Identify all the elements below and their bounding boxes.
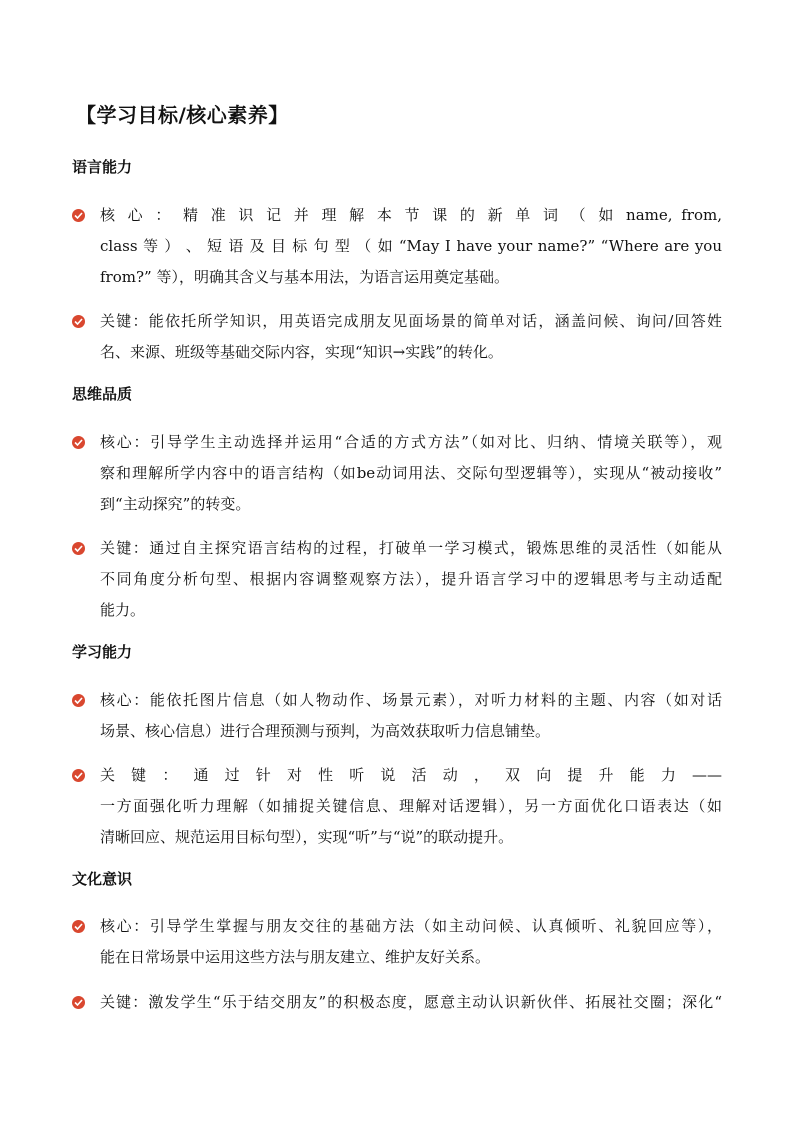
bullet-text-line: 能在日常场景中运用这些方法与朋友建立、维护友好关系。 (100, 948, 491, 966)
check-circle-icon (72, 209, 85, 222)
check-circle-icon (72, 694, 85, 707)
bullet-text-line: 到“主动探究”的转变。 (100, 495, 251, 513)
bullet-text-line: 关键：通过自主探究语言结构的过程，打破单一学习模式，锻炼思维的灵活性（如能从 (100, 539, 722, 557)
bullet-text-line: 察和理解所学内容中的语言结构（如be动词用法、交际句型逻辑等），实现从“被动接收” (100, 464, 722, 482)
bullet-text (100, 987, 722, 1018)
bullet-text-line: class 等 ） 、 短 语 及 目 标 句 型 （ 如 “May I have your name?” “Where are you (100, 237, 722, 255)
bullet-text-line: 场景、核心信息）进行合理预测与预判，为高效获取听力信息铺垫。 (100, 722, 551, 740)
bullet-text-line: 核 心 ： 精 准 识 记 并 理 解 本 节 课 的 新 单 词 （ 如 name, from, (100, 206, 722, 224)
section-heading-learning-ability: 学习能力 (72, 643, 133, 661)
bullet-text-line: 核心：引导学生主动选择并运用“合适的方式方法”（如对比、归纳、情境关联等），观 (100, 433, 722, 451)
check-circle-icon (72, 315, 85, 328)
bullet-text (100, 911, 722, 973)
document-title: 【学习目标/核心素养】 (76, 103, 289, 127)
bullet-text (100, 306, 722, 368)
bullet-text-line: 核心：能依托图片信息（如人物动作、场景元素），对听力材料的主题、内容（如对话 (100, 691, 722, 709)
bullet-text (100, 200, 722, 293)
bullet-text-line: from?” 等），明确其含义与基本用法，为语言运用奠定基础。 (100, 268, 509, 286)
bullet-text-line: 关键：能依托所学知识，用英语完成朋友见面场景的简单对话，涵盖问候、询问/回答姓 (100, 312, 722, 330)
check-circle-icon (72, 769, 85, 782)
bullet-text (100, 760, 722, 853)
check-circle-icon (72, 436, 85, 449)
check-circle-icon (72, 920, 85, 933)
bullet-text-line: 关键：激发学生“乐于结交朋友”的积极态度，愿意主动认识新伙伴、拓展社交圈；深化“ (100, 993, 722, 1011)
bullet-text-line: 名、来源、班级等基础交际内容，实现“知识→实践”的转化。 (100, 343, 503, 361)
check-circle-icon (72, 996, 85, 1009)
bullet-text (100, 533, 722, 626)
section-heading-language-ability: 语言能力 (72, 158, 133, 176)
bullet-text (100, 685, 722, 747)
bullet-text-line: 不同角度分析句型、根据内容调整观察方法），提升语言学习中的逻辑思考与主动适配 (100, 570, 722, 588)
check-circle-icon (72, 542, 85, 555)
bullet-text-line: 一方面强化听力理解（如捕捉关键信息、理解对话逻辑），另一方面优化口语表达（如 (100, 797, 722, 815)
bullet-text (100, 427, 722, 520)
section-heading-thinking-quality: 思维品质 (72, 385, 133, 403)
bullet-text-line: 清晰回应、规范运用目标句型），实现“听”与“说”的联动提升。 (100, 828, 514, 846)
bullet-text-line: 能力。 (100, 601, 146, 619)
bullet-text-line: 关 键 ： 通 过 针 对 性 听 说 活 动 ， 双 向 提 升 能 力 —— (100, 766, 722, 784)
section-heading-cultural-awareness: 文化意识 (72, 870, 133, 888)
bullet-text-line: 核心：引导学生掌握与朋友交往的基础方法（如主动问候、认真倾听、礼貌回应等）， (100, 917, 722, 935)
